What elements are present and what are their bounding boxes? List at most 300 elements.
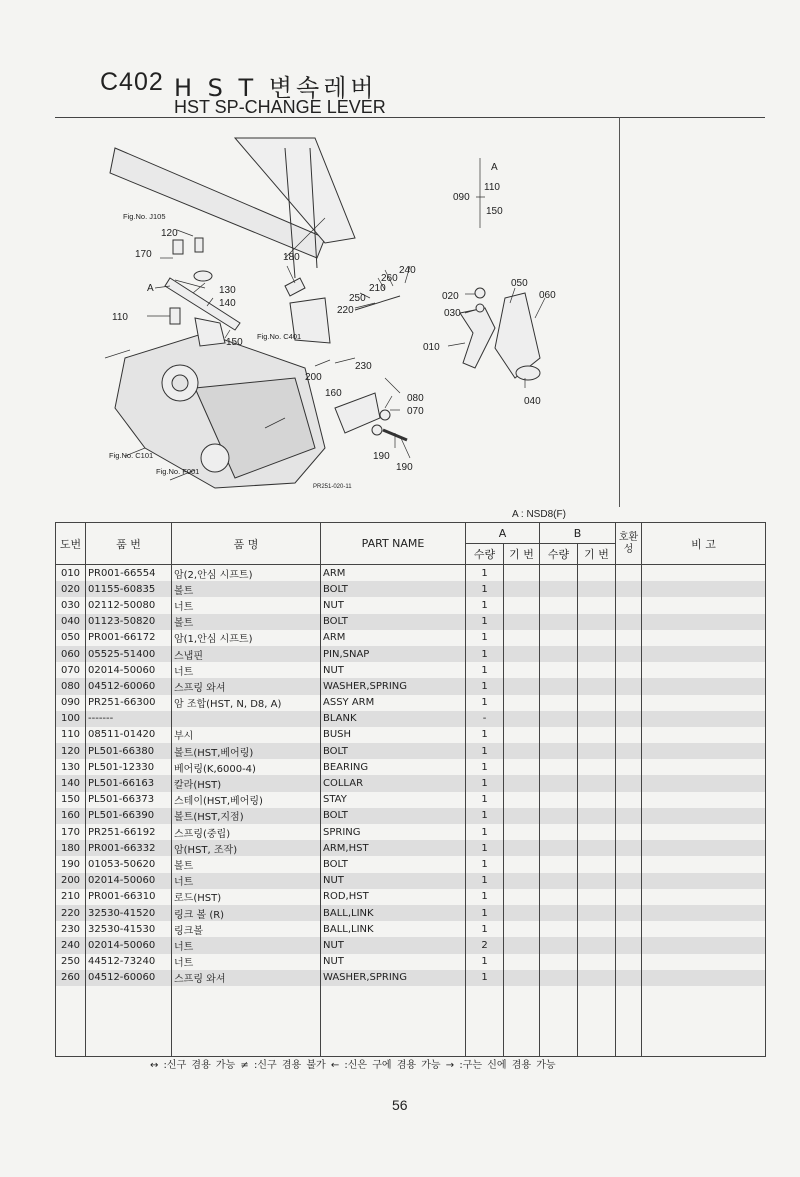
row-no: 220: [56, 905, 86, 921]
header-interchange: 호환성: [616, 523, 642, 565]
table-row: [56, 889, 766, 905]
row-interchange: [616, 614, 642, 630]
header-part-name: PART NAME: [321, 523, 466, 565]
row-part-name: BOLT: [321, 856, 466, 872]
row-model-b: [578, 711, 616, 727]
header-model-a: 기 번: [504, 544, 540, 565]
table-row: [56, 775, 766, 791]
row-qty-b: [540, 840, 578, 856]
table-row: [56, 937, 766, 953]
row-name-kr: 스프링 와셔: [172, 970, 321, 986]
row-model-b: [578, 970, 616, 986]
row-part-name: BOLT: [321, 808, 466, 824]
row-model-a: [504, 743, 540, 759]
row-model-b: [578, 954, 616, 970]
row-model-b: [578, 743, 616, 759]
row-part-name: WASHER,SPRING: [321, 970, 466, 986]
page-title-korean: H S T 변속레버: [174, 74, 378, 102]
row-model-b: [578, 759, 616, 775]
row-remarks: [642, 889, 766, 905]
row-model-b: [578, 630, 616, 646]
row-part-name: COLLAR: [321, 775, 466, 791]
row-remarks: [642, 597, 766, 613]
row-remarks: [642, 824, 766, 840]
callout-label: 160: [325, 388, 342, 399]
row-model-a: [504, 970, 540, 986]
row-qty-b: [540, 954, 578, 970]
row-qty-a: 1: [466, 581, 504, 597]
row-name-kr: 볼트: [172, 614, 321, 630]
row-remarks: [642, 792, 766, 808]
fig-ref-c401: Fig.No. C401: [257, 332, 302, 341]
row-part-name: BUSH: [321, 727, 466, 743]
row-model-a: [504, 937, 540, 953]
row-qty-a: 1: [466, 808, 504, 824]
table-row: [56, 840, 766, 856]
row-name-kr: 부시: [172, 727, 321, 743]
row-model-b: [578, 808, 616, 824]
header-part-no: 품 번: [86, 523, 172, 565]
row-part-name: BALL,LINK: [321, 905, 466, 921]
row-model-b: [578, 856, 616, 872]
row-qty-b: [540, 711, 578, 727]
row-part-no: PR251-66192: [86, 824, 172, 840]
row-no: 140: [56, 775, 86, 791]
table-row: [56, 662, 766, 678]
row-part-no: PL501-66390: [86, 808, 172, 824]
table-filler-row: [56, 986, 766, 1057]
row-part-name: NUT: [321, 954, 466, 970]
row-part-no: PR251-66300: [86, 695, 172, 711]
row-name-kr: 암(1,안심 시프트): [172, 630, 321, 646]
row-model-b: [578, 695, 616, 711]
row-qty-a: -: [466, 711, 504, 727]
row-qty-a: 1: [466, 614, 504, 630]
row-no: 010: [56, 565, 86, 582]
row-model-a: [504, 889, 540, 905]
row-interchange: [616, 711, 642, 727]
row-part-no: 01053-50620: [86, 856, 172, 872]
callout-label: 200: [305, 372, 322, 383]
row-qty-b: [540, 824, 578, 840]
row-part-name: BOLT: [321, 581, 466, 597]
row-part-no: 32530-41520: [86, 905, 172, 921]
table-row: [56, 597, 766, 613]
row-qty-a: 1: [466, 856, 504, 872]
header-no: 도번: [56, 523, 86, 565]
row-model-b: [578, 646, 616, 662]
row-remarks: [642, 662, 766, 678]
table-row: [56, 695, 766, 711]
row-remarks: [642, 695, 766, 711]
table-row: [56, 565, 766, 582]
row-no: 120: [56, 743, 86, 759]
row-interchange: [616, 695, 642, 711]
row-no: 230: [56, 921, 86, 937]
row-interchange: [616, 889, 642, 905]
row-qty-b: [540, 743, 578, 759]
row-part-name: BEARING: [321, 759, 466, 775]
row-model-b: [578, 565, 616, 582]
exploded-parts-diagram: [55, 118, 619, 510]
callout-label: 010: [423, 342, 440, 353]
row-part-name: BOLT: [321, 614, 466, 630]
row-part-no: 08511-01420: [86, 727, 172, 743]
row-no: 210: [56, 889, 86, 905]
row-qty-a: 1: [466, 905, 504, 921]
row-name-kr: [172, 711, 321, 727]
row-qty-b: [540, 662, 578, 678]
row-qty-b: [540, 581, 578, 597]
row-remarks: [642, 711, 766, 727]
model-legend: A : NSD8(F): [512, 509, 566, 520]
row-qty-a: 1: [466, 565, 504, 582]
row-model-a: [504, 856, 540, 872]
row-part-name: NUT: [321, 937, 466, 953]
table-row: [56, 921, 766, 937]
row-model-a: [504, 614, 540, 630]
row-qty-b: [540, 597, 578, 613]
row-qty-a: 1: [466, 921, 504, 937]
header-qty-a: 수량: [466, 544, 504, 565]
row-name-kr: 로드(HST): [172, 889, 321, 905]
row-part-name: NUT: [321, 873, 466, 889]
row-part-name: ASSY ARM: [321, 695, 466, 711]
row-model-a: [504, 646, 540, 662]
row-part-name: BOLT: [321, 743, 466, 759]
row-part-no: 05525-51400: [86, 646, 172, 662]
callout-label: 060: [539, 290, 556, 301]
row-interchange: [616, 759, 642, 775]
callout-label: 050: [511, 278, 528, 289]
row-part-no: PR001-66332: [86, 840, 172, 856]
row-interchange: [616, 905, 642, 921]
interchange-legend: ↔ :신구 겸용 가능 ≠ :신구 겸용 불가 ← :신은 구에 겸용 가능 → :구는 신에 겸용 가능: [150, 1060, 556, 1071]
table-row: [56, 646, 766, 662]
row-model-b: [578, 662, 616, 678]
row-model-a: [504, 792, 540, 808]
row-model-a: [504, 873, 540, 889]
row-remarks: [642, 775, 766, 791]
row-part-name: ARM: [321, 630, 466, 646]
row-no: 030: [56, 597, 86, 613]
row-part-name: STAY: [321, 792, 466, 808]
callout-label: 250: [349, 293, 366, 304]
row-model-b: [578, 727, 616, 743]
row-qty-b: [540, 565, 578, 582]
row-interchange: [616, 937, 642, 953]
row-name-kr: 링크 볼 (R): [172, 905, 321, 921]
row-interchange: [616, 954, 642, 970]
table-row: [56, 743, 766, 759]
row-qty-b: [540, 905, 578, 921]
row-interchange: [616, 970, 642, 986]
row-model-b: [578, 581, 616, 597]
row-qty-a: 1: [466, 792, 504, 808]
table-row: [56, 873, 766, 889]
row-qty-b: [540, 873, 578, 889]
row-no: 130: [56, 759, 86, 775]
callout-label: 190: [373, 451, 390, 462]
row-model-a: [504, 840, 540, 856]
table-row: [56, 856, 766, 872]
row-remarks: [642, 905, 766, 921]
callout-label: 150: [226, 337, 243, 348]
row-qty-a: 2: [466, 937, 504, 953]
row-remarks: [642, 873, 766, 889]
fig-ref-j105: Fig.No. J105: [123, 212, 166, 221]
table-row: [56, 808, 766, 824]
callout-label: A: [147, 283, 154, 294]
callout-label: 230: [355, 361, 372, 372]
row-qty-b: [540, 921, 578, 937]
row-qty-a: 1: [466, 824, 504, 840]
row-model-b: [578, 873, 616, 889]
row-model-b: [578, 614, 616, 630]
row-model-a: [504, 808, 540, 824]
row-name-kr: 베어링(K,6000-4): [172, 759, 321, 775]
row-name-kr: 스프링 와셔: [172, 678, 321, 694]
callout-label: 080: [407, 393, 424, 404]
row-part-name: ARM: [321, 565, 466, 582]
callout-label: 070: [407, 406, 424, 417]
page-number: 56: [392, 1097, 408, 1113]
header-name-kr: 품 명: [172, 523, 321, 565]
callout-label: 220: [337, 305, 354, 316]
row-model-b: [578, 889, 616, 905]
row-part-no: 01123-50820: [86, 614, 172, 630]
row-no: 160: [56, 808, 86, 824]
row-model-b: [578, 792, 616, 808]
row-qty-a: 1: [466, 630, 504, 646]
row-model-a: [504, 695, 540, 711]
row-part-no: 04512-60060: [86, 678, 172, 694]
callout-label: 170: [135, 249, 152, 260]
row-model-b: [578, 937, 616, 953]
row-part-no: 44512-73240: [86, 954, 172, 970]
row-part-name: PIN,SNAP: [321, 646, 466, 662]
row-interchange: [616, 921, 642, 937]
row-name-kr: 암(HST, 조작): [172, 840, 321, 856]
row-name-kr: 암(2,안심 시프트): [172, 565, 321, 582]
row-model-b: [578, 597, 616, 613]
row-no: 110: [56, 727, 86, 743]
row-qty-b: [540, 727, 578, 743]
row-model-a: [504, 905, 540, 921]
row-qty-a: 1: [466, 678, 504, 694]
row-part-name: NUT: [321, 662, 466, 678]
row-model-a: [504, 678, 540, 694]
callout-label: 190: [396, 462, 413, 473]
row-interchange: [616, 662, 642, 678]
table-row: [56, 970, 766, 986]
table-row: [56, 759, 766, 775]
row-remarks: [642, 954, 766, 970]
row-name-kr: 너트: [172, 662, 321, 678]
row-qty-a: 1: [466, 840, 504, 856]
row-model-b: [578, 840, 616, 856]
row-remarks: [642, 856, 766, 872]
row-qty-a: 1: [466, 597, 504, 613]
row-part-no: PR001-66310: [86, 889, 172, 905]
row-model-a: [504, 711, 540, 727]
row-remarks: [642, 646, 766, 662]
header-remarks: 비 고: [642, 523, 766, 565]
row-interchange: [616, 597, 642, 613]
transmission-housing: [115, 333, 325, 488]
row-interchange: [616, 581, 642, 597]
row-part-name: NUT: [321, 597, 466, 613]
table-row: [56, 614, 766, 630]
row-part-no: 02014-50060: [86, 873, 172, 889]
row-remarks: [642, 727, 766, 743]
row-part-no: PR001-66554: [86, 565, 172, 582]
row-qty-b: [540, 970, 578, 986]
row-remarks: [642, 759, 766, 775]
callout-label: 260: [381, 273, 398, 284]
row-qty-a: 1: [466, 873, 504, 889]
row-no: 260: [56, 970, 86, 986]
row-part-name: ROD,HST: [321, 889, 466, 905]
parts-table: [55, 522, 766, 1057]
row-qty-a: 1: [466, 889, 504, 905]
row-name-kr: 볼트(HST,베어링): [172, 743, 321, 759]
row-interchange: [616, 743, 642, 759]
header-qty-b: 수량: [540, 544, 578, 565]
row-qty-b: [540, 759, 578, 775]
row-qty-a: 1: [466, 662, 504, 678]
row-model-a: [504, 662, 540, 678]
row-model-a: [504, 630, 540, 646]
callout-label: 120: [161, 228, 178, 239]
row-remarks: [642, 678, 766, 694]
row-qty-b: [540, 775, 578, 791]
row-part-no: 02112-50080: [86, 597, 172, 613]
row-remarks: [642, 970, 766, 986]
header-model-b: 기 번: [578, 544, 616, 565]
parts-table-body: [56, 565, 766, 1057]
row-no: 150: [56, 792, 86, 808]
row-interchange: [616, 840, 642, 856]
row-interchange: [616, 775, 642, 791]
row-part-no: PR001-66172: [86, 630, 172, 646]
row-model-b: [578, 905, 616, 921]
row-part-name: ARM,HST: [321, 840, 466, 856]
bracket-bottom-label: 150: [486, 206, 503, 217]
row-qty-b: [540, 889, 578, 905]
row-qty-a: 1: [466, 646, 504, 662]
table-row: [56, 678, 766, 694]
section-code: C402: [100, 68, 164, 96]
row-no: 190: [56, 856, 86, 872]
row-interchange: [616, 646, 642, 662]
row-name-kr: 볼트: [172, 581, 321, 597]
row-part-no: PL501-66373: [86, 792, 172, 808]
row-model-a: [504, 921, 540, 937]
row-interchange: [616, 678, 642, 694]
row-no: 060: [56, 646, 86, 662]
row-name-kr: 너트: [172, 873, 321, 889]
row-no: 240: [56, 937, 86, 953]
callout-label: 020: [442, 291, 459, 302]
row-qty-b: [540, 695, 578, 711]
row-qty-b: [540, 630, 578, 646]
row-remarks: [642, 565, 766, 582]
row-part-no: 02014-50060: [86, 937, 172, 953]
row-remarks: [642, 581, 766, 597]
row-no: 070: [56, 662, 86, 678]
row-part-no: -------: [86, 711, 172, 727]
row-name-kr: 볼트(HST,지점): [172, 808, 321, 824]
callout-label: 130: [219, 285, 236, 296]
row-model-b: [578, 775, 616, 791]
row-qty-a: 1: [466, 970, 504, 986]
callout-label: 210: [369, 283, 386, 294]
fig-ref-f001: Fig.No. F001: [156, 467, 200, 476]
row-qty-b: [540, 937, 578, 953]
row-interchange: [616, 792, 642, 808]
row-qty-b: [540, 678, 578, 694]
row-no: 250: [56, 954, 86, 970]
row-qty-a: 1: [466, 775, 504, 791]
fig-ref-c101: Fig.No. C101: [109, 451, 154, 460]
row-interchange: [616, 630, 642, 646]
row-model-b: [578, 921, 616, 937]
row-no: 020: [56, 581, 86, 597]
row-name-kr: 볼트: [172, 856, 321, 872]
row-model-b: [578, 824, 616, 840]
row-part-no: PL501-66163: [86, 775, 172, 791]
row-model-a: [504, 759, 540, 775]
page-title-english: HST SP-CHANGE LEVER: [174, 97, 386, 117]
row-qty-a: 1: [466, 743, 504, 759]
row-name-kr: 암 조합(HST, N, D8, A): [172, 695, 321, 711]
row-qty-b: [540, 646, 578, 662]
row-remarks: [642, 743, 766, 759]
row-model-a: [504, 581, 540, 597]
callout-label: 030: [444, 308, 461, 319]
row-no: 200: [56, 873, 86, 889]
callout-label: 240: [399, 265, 416, 276]
row-no: 050: [56, 630, 86, 646]
row-model-a: [504, 727, 540, 743]
callout-label: 110: [112, 312, 128, 323]
row-interchange: [616, 808, 642, 824]
row-no: 100: [56, 711, 86, 727]
row-name-kr: 너트: [172, 937, 321, 953]
row-qty-a: 1: [466, 759, 504, 775]
row-interchange: [616, 565, 642, 582]
callout-label: 040: [524, 396, 541, 407]
bracket-mid-label: 110: [484, 182, 500, 193]
row-name-kr: 칼라(HST): [172, 775, 321, 791]
row-name-kr: 스프링(중립): [172, 824, 321, 840]
row-remarks: [642, 840, 766, 856]
row-no: 080: [56, 678, 86, 694]
row-remarks: [642, 937, 766, 953]
header-group-b: B: [540, 523, 616, 544]
row-model-a: [504, 565, 540, 582]
row-part-no: 32530-41530: [86, 921, 172, 937]
row-remarks: [642, 808, 766, 824]
table-row: [56, 711, 766, 727]
row-model-a: [504, 597, 540, 613]
row-qty-a: 1: [466, 695, 504, 711]
row-qty-b: [540, 614, 578, 630]
row-interchange: [616, 873, 642, 889]
table-row: [56, 727, 766, 743]
row-no: 170: [56, 824, 86, 840]
